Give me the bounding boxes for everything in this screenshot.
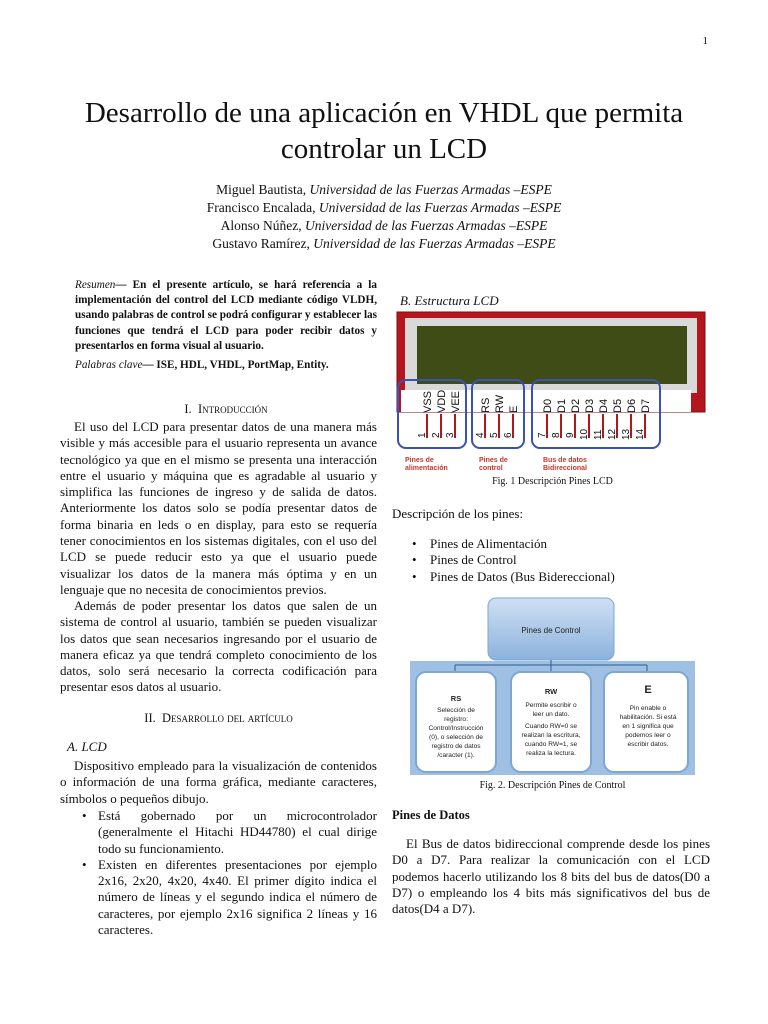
pin-number: 8 xyxy=(551,432,562,438)
section-1-heading: I. Introducción xyxy=(184,402,268,416)
author-3: Alonso Núñez, Universidad de las Fuerzas Armadas –ESPE xyxy=(220,218,548,233)
pins-description-list xyxy=(412,536,712,585)
pin-label-d6: D6 xyxy=(626,398,638,413)
data-pins-heading: Pines de Datos xyxy=(392,808,470,822)
rs-node-line: (0), o selección de xyxy=(429,734,483,741)
pin-number: 2 xyxy=(431,432,442,438)
e-node-line: podemos leer o xyxy=(625,732,671,739)
author-1: Miguel Bautista, Universidad de las Fuerzas Armadas –ESPE xyxy=(216,182,552,197)
list-item: • Existen en diferentes presentaciones por ejemplo 2x16, 2x20, 4x20, 4x40. El primer dígito indica el número de líneas y el segundo indica el número de caracteres, por ejemplo 2x16 significa 2 líneas y 16 caracteres. xyxy=(82,856,377,938)
pin-label-d2: D2 xyxy=(570,398,582,413)
pin-number: 13 xyxy=(621,428,632,440)
lcd-pins-figure xyxy=(395,310,710,475)
rw-node-line: cuando RW=1, se xyxy=(524,741,578,748)
rw-node-line: realiza la lectura. xyxy=(526,750,576,757)
author-list xyxy=(40,181,728,253)
paper-title: Desarrollo de una aplicación en VHDL que permita controlar un LCD xyxy=(84,97,684,165)
section-2-heading: II. Desarrollo del artículo xyxy=(144,711,293,725)
author-4: Gustavo Ramírez, Universidad de las Fuerzas Armadas –ESPE xyxy=(212,236,556,251)
pin-number: 10 xyxy=(579,428,590,440)
pin-label-d5: D5 xyxy=(612,398,624,413)
rw-node-line: realizan la escritura, xyxy=(521,732,581,739)
data-bus-label: Bus de datos xyxy=(543,457,587,464)
pin-number: 5 xyxy=(489,432,500,438)
e-node-title: E xyxy=(644,684,652,696)
list-item: • Pines de Alimentación xyxy=(412,536,547,551)
pin-label-rs: RS xyxy=(480,397,492,413)
control-pins-diagram xyxy=(410,597,695,775)
power-pins-label-2: alimentación xyxy=(405,465,448,472)
rs-node-title: RS xyxy=(450,694,462,703)
pin-label-d7: D7 xyxy=(640,398,652,413)
pin-label-d3: D3 xyxy=(584,398,596,413)
rw-node-line: leer un dato. xyxy=(532,711,570,718)
pin-label-e: E xyxy=(508,405,520,413)
bullet-dot: • xyxy=(82,808,87,823)
root-node-label: Pines de Control xyxy=(521,626,581,635)
pin-number: 7 xyxy=(537,432,548,438)
list-item: • Pines de Datos (Bus Bidereccional) xyxy=(412,568,615,584)
power-pins-label: Pines de xyxy=(405,457,434,464)
lcd-bullet-list xyxy=(82,808,377,938)
keywords-text: — ISE, HDL, VHDL, PortMap, Entity. xyxy=(142,359,329,371)
intro-paragraph-1: El uso del LCD para presentar datos de una manera más visible y más accesible para el usuario representa un avance tecnológico ya que en el mismo se presenta una interacción entre el usuario y máquina que es agradable al usuario y simplifica las funciones de ingreso y de salida de datos. Anteriormente los datos solo se podía presentar datos de forma binaria en leds o en display, para esto se requería tener conocimientos en los sistemas digitales, con el uso del LCD se puede reducir esto ya que el usuario puede visualizar los datos de la manera más óptima y en un lenguaje que no necesita de conocimientos previos. xyxy=(60,419,377,597)
intro-paragraph-2: Además de poder presentar los datos que salen de un sistema de control al usuario, también se pueden visualizar los datos que sean necesarios ingresando por el usuario de manera eficaz ya que tendrá completo conocimiento de los datos, solo será necesario la correcta codificación para presentar esos datos al usuario. xyxy=(60,598,377,695)
abstract xyxy=(75,278,377,354)
pin-number: 12 xyxy=(607,428,618,440)
abstract-text: — En el presente artículo, se hará referencia a la implementación del control del LCD mediante código VLDH, usando palabras de control se podrá configurar y establecer las funciones que tendrá el LCD para poder recibir datos y presentarlos en forma visual al usuario. xyxy=(75,279,377,352)
subsection-b-heading: B. Estructura LCD xyxy=(400,293,499,308)
pin-label-rw: RW xyxy=(494,394,506,413)
pins-description-intro: Descripción de los pines: xyxy=(392,506,524,521)
pin-number: 14 xyxy=(635,428,646,440)
figure-2-caption: Fig. 2. Descripción Pines de Control xyxy=(479,780,626,791)
keywords xyxy=(75,358,377,373)
pin-label-vss: VSS xyxy=(422,390,434,413)
bullet-dot: • xyxy=(82,856,87,872)
rs-node-line: Selección de xyxy=(437,707,475,714)
pin-number: 9 xyxy=(565,432,576,438)
e-node-line: Pin enable o xyxy=(629,705,667,712)
bullet-dot: • xyxy=(412,568,417,584)
data-pins-paragraph: El Bus de datos bidireccional comprende desde los pines D0 a D7. Para realizar la comunicación con el LCD podemos hacerlo utilizando los 8 bits del bus de datos(D0 a D7) o empleando los 4 bits más significativos del bus de datos(D4 a D7). xyxy=(392,836,710,917)
bullet-dot: • xyxy=(412,552,417,568)
rs-node-line: /caracter (1). xyxy=(437,752,475,759)
lcd-screen xyxy=(417,326,687,384)
rw-node-line: Cuando RW=0 se xyxy=(524,723,578,730)
page-number: 1 xyxy=(702,35,708,47)
pin-label-d4: D4 xyxy=(598,398,610,413)
rw-node-line: Permite escribir o xyxy=(525,702,577,709)
list-item: • Está gobernado por un microcontrolador (generalmente el Hitachi HD44780) el cual dirige todo su funcionamiento. xyxy=(82,808,377,856)
rw-node-title: RW xyxy=(544,687,558,696)
pin-label-vdd: VDD xyxy=(436,389,448,413)
e-node-line: en 1 significa que xyxy=(622,723,674,730)
pin-label-d0: D0 xyxy=(542,398,554,413)
e-node-line: habilitación. Si está xyxy=(619,714,677,721)
pin-number: 3 xyxy=(445,432,456,438)
rs-node-line: registro: xyxy=(444,716,468,723)
data-bus-label-2: Bidireccional xyxy=(543,465,587,472)
control-pins-label: Pines de xyxy=(479,457,508,464)
pin-number: 4 xyxy=(475,432,486,438)
pin-label-vee: VEE xyxy=(450,390,462,413)
keywords-label: Palabras clave xyxy=(75,359,143,371)
control-pins-label-2: control xyxy=(479,465,503,472)
author-2: Francisco Encalada, Universidad de las Fuerzas Armadas –ESPE xyxy=(206,200,562,215)
pin-number: 6 xyxy=(503,432,514,438)
subsection-a-heading: A. LCD xyxy=(67,739,107,754)
figure-1-caption: Fig. 1 Descripción Pines LCD xyxy=(492,476,613,487)
bullet-dot: • xyxy=(412,536,417,551)
abstract-label: Resumen xyxy=(75,279,116,291)
e-node-line: escribir datos. xyxy=(627,741,669,748)
rs-node-line: registro de datos xyxy=(431,743,481,750)
list-item: • Pines de Control xyxy=(412,552,517,568)
pin-number: 11 xyxy=(593,429,604,440)
pin-label-d1: D1 xyxy=(556,398,568,413)
pin-number: 1 xyxy=(417,432,428,438)
lcd-paragraph: Dispositivo empleado para la visualización de contenidos o información de una forma gráfica, mediante caracteres, símbolos o pequeños dibujo. xyxy=(60,758,377,806)
rs-node-line: Control/Instrucción xyxy=(428,725,484,732)
